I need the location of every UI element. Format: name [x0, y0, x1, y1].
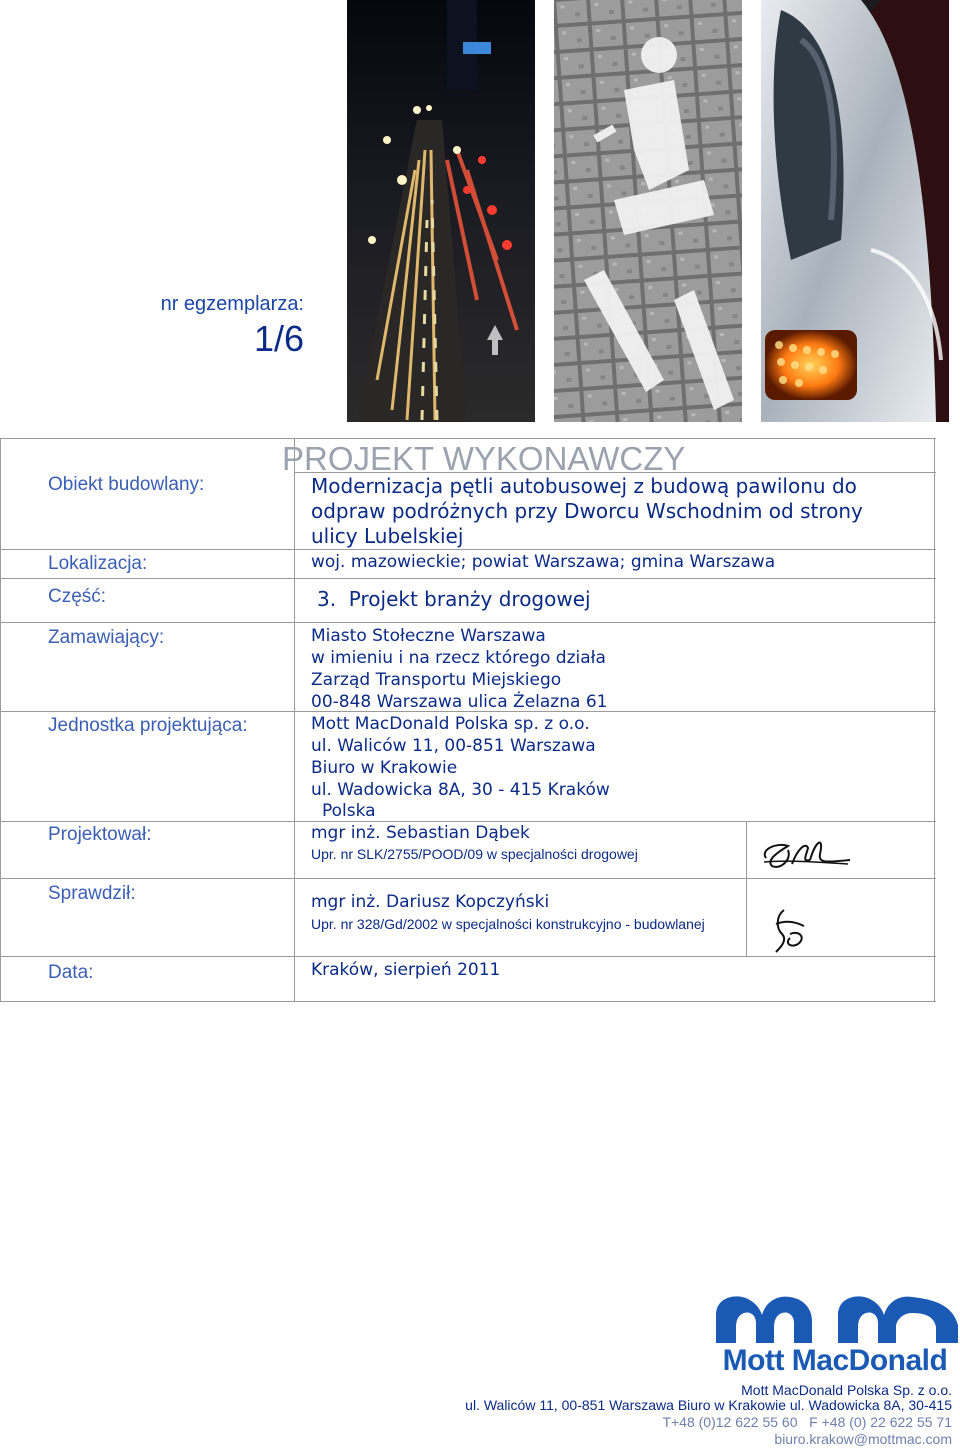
designer-license: Upr. nr SLK/2755/POOD/09 w specjalności drogowej — [311, 846, 638, 862]
label-data: Data: — [48, 962, 94, 983]
value-obiekt-line-1: Modernizacja pętli autobusowej z budową pawilonu do — [311, 474, 857, 498]
row-divider — [0, 956, 936, 957]
bike-path-photo — [554, 0, 742, 422]
label-obiekt-budowlany: Obiekt budowlany: — [48, 474, 205, 495]
label-projektowal: Projektował: — [48, 824, 152, 845]
value-zamawiajacy-line-2: w imieniu i na rzecz którego działa — [311, 648, 606, 668]
table-left-border — [0, 438, 1, 1002]
checker-name: mgr inż. Dariusz Kopczyński — [311, 892, 550, 912]
night-street-photo — [347, 0, 535, 422]
row-divider — [0, 549, 936, 550]
signature-column-divider — [746, 821, 747, 957]
table-top-border — [0, 438, 936, 439]
footer-phone: T+48 (0)12 622 55 60 F +48 (0) 22 622 55 71 — [662, 1414, 952, 1430]
value-jednostka-line-5: Polska — [322, 801, 376, 821]
value-jednostka-line-3: Biuro w Krakowie — [311, 758, 458, 778]
label-czesc: Część: — [48, 586, 107, 607]
table-bottom-border — [0, 1001, 936, 1002]
label-zamawiajacy: Zamawiający: — [48, 627, 165, 648]
logo-wordmark: Mott MacDonald — [722, 1344, 948, 1377]
value-zamawiajacy-line-4: 00-848 Warszawa ulica Żelazna 61 — [311, 692, 608, 712]
value-jednostka-line-2: ul. Waliców 11, 00-851 Warszawa — [311, 736, 596, 756]
row-divider — [0, 878, 936, 879]
designer-name: mgr inż. Sebastian Dąbek — [311, 823, 530, 843]
footer-email: biuro.krakow@mottmac.com — [774, 1431, 952, 1447]
document-title: PROJEKT WYKONAWCZY — [282, 440, 686, 477]
mott-macdonald-logo-icon — [716, 1293, 958, 1345]
column-divider — [294, 438, 295, 1002]
copy-number: 1/6 — [253, 318, 304, 359]
value-lokalizacja: woj. mazowieckie; powiat Warszawa; gmina Warszawa — [311, 552, 776, 572]
table-right-border — [934, 438, 935, 1002]
designer-signature — [758, 830, 854, 876]
row-divider — [0, 578, 936, 579]
checker-license: Upr. nr 328/Gd/2002 w specjalności konstrukcyjno - budowlanej — [311, 916, 705, 932]
label-jednostka-projektujaca: Jednostka projektująca: — [48, 715, 248, 736]
label-lokalizacja: Lokalizacja: — [48, 553, 148, 574]
value-jednostka-line-4: ul. Wadowicka 8A, 30 - 415 Kraków — [311, 780, 610, 800]
row-divider — [0, 622, 936, 623]
copy-number-label: nr egzemplarza: — [160, 293, 304, 315]
value-zamawiajacy-line-1: Miasto Stołeczne Warszawa — [311, 626, 546, 646]
value-czesc: 3. Projekt branży drogowej — [317, 587, 591, 611]
value-zamawiajacy-line-3: Zarząd Transportu Miejskiego — [311, 670, 562, 690]
value-obiekt-line-3: ulicy Lubelskiej — [311, 524, 464, 548]
checker-signature — [770, 904, 812, 956]
value-data: Kraków, sierpień 2011 — [311, 960, 501, 980]
footer-address: ul. Waliców 11, 00-851 Warszawa Biuro w Krakowie ul. Wadowicka 8A, 30-415 — [465, 1397, 952, 1413]
footer-company: Mott MacDonald Polska Sp. z o.o. — [741, 1382, 952, 1398]
value-jednostka-line-1: Mott MacDonald Polska sp. z o.o. — [311, 714, 590, 734]
car-taillight-photo — [761, 0, 949, 422]
label-sprawdzil: Sprawdził: — [48, 883, 136, 904]
value-obiekt-line-2: odpraw podróżnych przy Dworcu Wschodnim od strony — [311, 499, 863, 523]
